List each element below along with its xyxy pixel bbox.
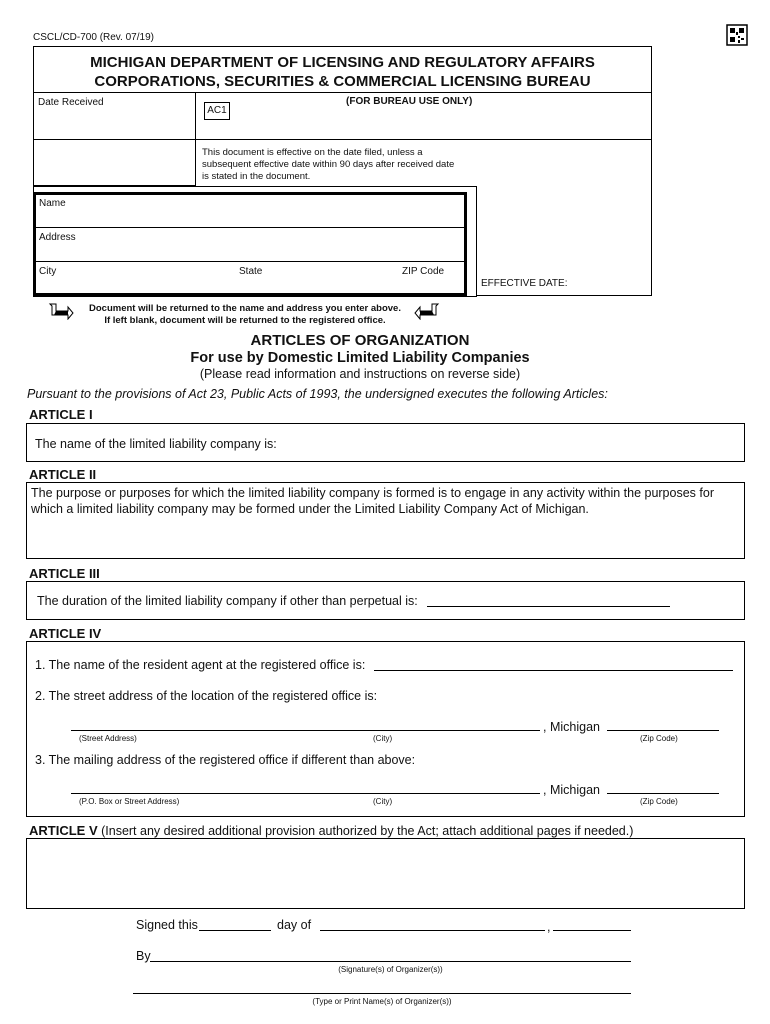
return-note-line1: Document will be returned to the name and address you enter above. bbox=[89, 303, 401, 314]
blank-box bbox=[33, 139, 196, 186]
page-subtitle: For use by Domestic Limited Liability Companies bbox=[190, 350, 530, 366]
address-label[interactable]: Address bbox=[39, 232, 76, 243]
zip-label[interactable]: ZIP Code bbox=[402, 266, 445, 277]
street-address-caption: (Street Address) bbox=[79, 734, 137, 743]
article-3-box[interactable] bbox=[26, 581, 745, 620]
mailing-address-line[interactable] bbox=[71, 793, 540, 794]
instructions-note: (Please read information and instructions on reverse side) bbox=[199, 367, 521, 381]
signed-month-line[interactable] bbox=[320, 930, 545, 931]
zip-line-1[interactable] bbox=[607, 730, 719, 731]
date-received-label: Date Received bbox=[38, 97, 104, 108]
article-3-text: The duration of the limited liability company if other than perpetual is: bbox=[37, 594, 418, 608]
article-5-header bbox=[29, 823, 633, 838]
signature-line[interactable] bbox=[150, 961, 631, 962]
zip-caption-2: (Zip Code) bbox=[640, 797, 678, 806]
pursuant-text: Pursuant to the provisions of Act 23, Public Acts of 1993, the undersigned executes the following Articles: bbox=[27, 387, 608, 401]
effective-note-box bbox=[195, 139, 652, 186]
article-4-box bbox=[26, 641, 745, 817]
header-line2: CORPORATIONS, SECURITIES & COMMERCIAL LICENSING BUREAU bbox=[94, 73, 591, 90]
article-4-item2: 2. The street address of the location of the registered office is: bbox=[35, 689, 378, 703]
effective-note: This document is effective on the date filed, unless a subsequent effective date within 90 days after received date is stated in the document. bbox=[202, 147, 455, 182]
michigan-text-2: , Michigan bbox=[543, 783, 600, 797]
article-2-heading: ARTICLE II bbox=[29, 467, 97, 482]
article-3-heading: ARTICLE III bbox=[29, 566, 100, 581]
po-box-caption: (P.O. Box or Street Address) bbox=[79, 797, 180, 806]
effective-date-box bbox=[476, 186, 652, 296]
header-line1: MICHIGAN DEPARTMENT OF LICENSING AND REGULATORY AFFAIRS bbox=[90, 54, 595, 71]
return-note-line2: If left blank, document will be returned to the registered office. bbox=[104, 315, 386, 326]
duration-line[interactable] bbox=[427, 606, 670, 607]
return-note bbox=[75, 303, 415, 327]
article-4-item3: 3. The mailing address of the registered office if different than above: bbox=[35, 753, 416, 767]
article-5-heading: ARTICLE V bbox=[29, 823, 98, 838]
city-label[interactable]: City bbox=[39, 266, 57, 277]
return-address-box bbox=[33, 192, 467, 296]
print-name-line[interactable] bbox=[133, 993, 631, 994]
right-arrow-icon bbox=[414, 302, 440, 325]
article-5-box[interactable] bbox=[26, 838, 745, 909]
effective-date-label: EFFECTIVE DATE: bbox=[481, 278, 568, 289]
signature-caption: (Signature(s) of Organizer(s)) bbox=[338, 965, 443, 974]
bureau-use-label: (FOR BUREAU USE ONLY) bbox=[346, 96, 473, 107]
ac1-box: AC1 bbox=[204, 102, 230, 120]
article-5-text: (Insert any desired additional provision authorized by the Act; attach additional pages if needed.) bbox=[101, 824, 634, 838]
city-caption-2: (City) bbox=[373, 797, 393, 806]
zip-line-2[interactable] bbox=[607, 793, 719, 794]
day-of-label: day of bbox=[277, 918, 312, 932]
article-1-heading: ARTICLE I bbox=[29, 407, 93, 422]
article-4-heading: ARTICLE IV bbox=[29, 626, 102, 641]
article-4-item1: 1. The name of the resident agent at the registered office is: bbox=[35, 658, 366, 672]
article-1-text: The name of the limited liability company is: bbox=[35, 437, 277, 451]
print-name-caption: (Type or Print Name(s) of Organizer(s)) bbox=[312, 997, 452, 1006]
article-2-box[interactable] bbox=[26, 482, 745, 559]
state-label[interactable]: State bbox=[239, 266, 263, 277]
signed-day-line[interactable] bbox=[199, 930, 271, 931]
date-received-box bbox=[33, 92, 196, 140]
form-id: CSCL/CD-700 (Rev. 07/19) bbox=[33, 32, 154, 43]
zip-caption-1: (Zip Code) bbox=[640, 734, 678, 743]
article-1-box[interactable] bbox=[26, 423, 745, 462]
page-title: ARTICLES OF ORGANIZATION bbox=[250, 332, 470, 349]
street-address-line[interactable] bbox=[71, 730, 540, 731]
resident-agent-line[interactable] bbox=[374, 670, 733, 671]
by-label: By bbox=[136, 949, 151, 963]
signed-year-line[interactable] bbox=[553, 930, 631, 931]
bureau-use-box bbox=[195, 92, 652, 140]
barcode-icon bbox=[726, 24, 748, 46]
michigan-text-1: , Michigan bbox=[543, 720, 600, 734]
date-comma: , bbox=[547, 920, 551, 934]
left-arrow-icon bbox=[48, 302, 74, 325]
name-label[interactable]: Name bbox=[39, 198, 66, 209]
header-box bbox=[33, 46, 652, 93]
article-2-text: The purpose or purposes for which the limited liability company is formed is to engage in any activity within the purposes for which a limited liability company may be formed under the Limited Liability Company Act of Michigan. bbox=[31, 486, 714, 516]
signed-this-label: Signed this bbox=[136, 918, 198, 932]
city-caption-1: (City) bbox=[373, 734, 393, 743]
